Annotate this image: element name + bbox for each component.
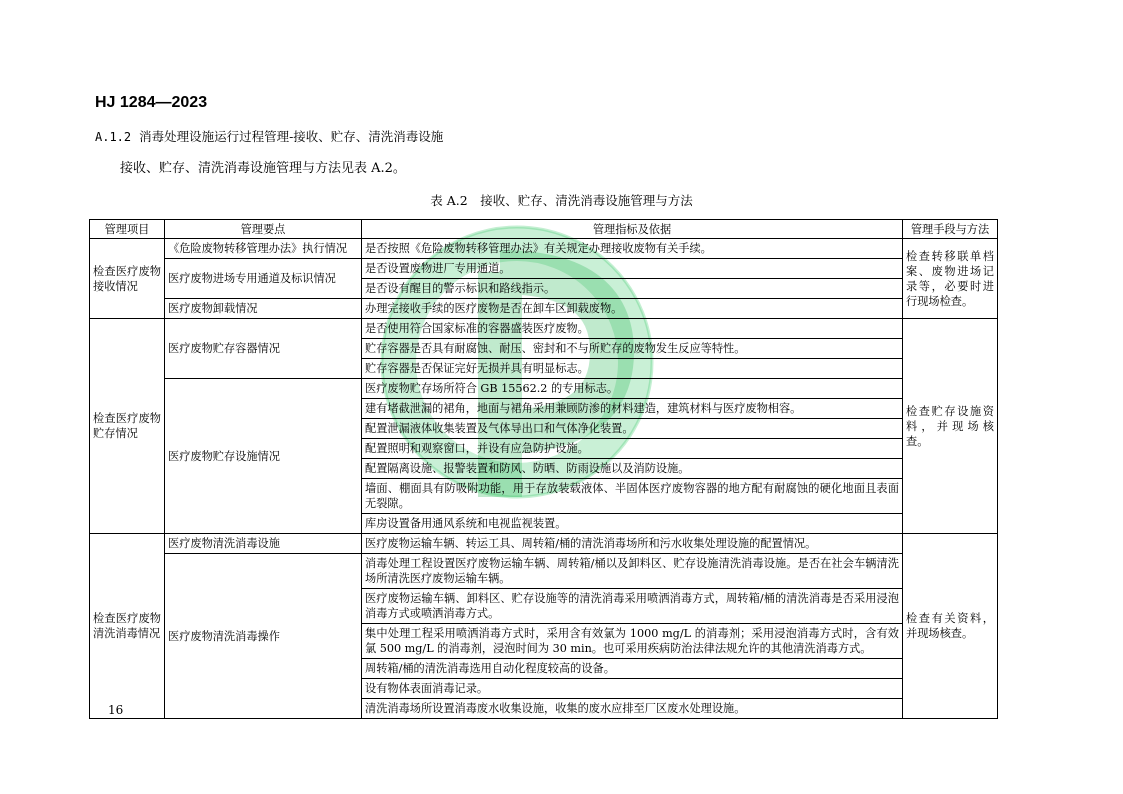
indicator: 设有物体表面消毒记录。 — [362, 679, 903, 699]
indicator: 是否设置废物进厂专用通道。 — [362, 259, 903, 279]
indicator: 配置照明和观察窗口，并设有应急防护设施。 — [362, 439, 903, 459]
section-title: 消毒处理设施运行过程管理-接收、贮存、清洗消毒设施 — [139, 129, 444, 144]
management-point: 医疗废物贮存容器情况 — [165, 319, 362, 379]
table-row — [90, 259, 998, 279]
indicator: 医疗废物运输车辆、卸料区、贮存设施等的清洗消毒采用喷洒消毒方式，周转箱/桶的清洗消毒是否采用浸泡消毒方式或喷洒消毒方式。 — [362, 589, 903, 624]
indicator: 清洗消毒场所设置消毒废水收集设施，收集的废水应排至厂区废水处理设施。 — [362, 699, 903, 719]
table-row — [90, 319, 998, 339]
indicator: 贮存容器是否保证完好无损并具有明显标志。 — [362, 359, 903, 379]
management-point: 医疗废物贮存设施情况 — [165, 379, 362, 534]
management-item: 检查医疗废物贮存情况 — [90, 319, 165, 534]
indicator: 办理完接收手续的医疗废物是否在卸车区卸载废物。 — [362, 299, 903, 319]
indicator: 配置泄漏液体收集装置及气体导出口和气体净化装置。 — [362, 419, 903, 439]
section-number: A.1.2 — [95, 130, 132, 144]
management-method: 检查贮存设施资料，并现场核查。 — [903, 319, 998, 534]
indicator: 是否按照《危险废物转移管理办法》有关规定办理接收废物有关手续。 — [362, 239, 903, 259]
header-cell: 管理指标及依据 — [362, 220, 903, 239]
management-point: 医疗废物进场专用通道及标识情况 — [165, 259, 362, 299]
indicator: 医疗废物运输车辆、转运工具、周转箱/桶的清洗消毒场所和污水收集处理设施的配置情况。 — [362, 534, 903, 554]
indicator: 集中处理工程采用喷洒消毒方式时，采用含有效氯为 1000 mg/L 的消毒剂；采用浸泡消毒方式时，含有效氯 500 mg/L 的消毒剂，浸泡时间为 30 min。也可采用疾病防治法律法规允许的其他清洗消毒方式。 — [362, 624, 903, 659]
indicator: 贮存容器是否具有耐腐蚀、耐压、密封和不与所贮存的废物发生反应等特性。 — [362, 339, 903, 359]
table-row — [90, 534, 998, 554]
management-point: 医疗废物清洗消毒操作 — [165, 554, 362, 719]
management-table — [89, 219, 998, 719]
header-cell: 管理项目 — [90, 220, 165, 239]
management-item: 检查医疗废物清洗消毒情况 — [90, 534, 165, 719]
table-row — [90, 299, 998, 319]
section-heading — [95, 127, 443, 145]
management-point: 《危险废物转移管理办法》执行情况 — [165, 239, 362, 259]
indicator: 医疗废物贮存场所符合 GB 15562.2 的专用标志。 — [362, 379, 903, 399]
document-code: HJ 1284—2023 — [95, 94, 208, 111]
indicator: 是否设有醒目的警示标识和路线指示。 — [362, 279, 903, 299]
indicator: 墙面、棚面具有防吸附功能，用于存放装载液体、半固体医疗废物容器的地方配有耐腐蚀的硬化地面且表面无裂隙。 — [362, 479, 903, 514]
table-row — [90, 379, 998, 399]
management-item: 检查医疗废物接收情况 — [90, 239, 165, 319]
header-cell: 管理手段与方法 — [903, 220, 998, 239]
intro-paragraph: 接收、贮存、清洗消毒设施管理与方法见表 A.2。 — [120, 161, 406, 176]
management-method: 检查转移联单档案、废物进场记录等，必要时进行现场检查。 — [903, 239, 998, 319]
management-method: 检查有关资料，并现场核查。 — [903, 534, 998, 719]
indicator: 是否使用符合国家标准的容器盛装医疗废物。 — [362, 319, 903, 339]
indicator: 配置隔离设施、报警装置和防风、防晒、防雨设施以及消防设施。 — [362, 459, 903, 479]
table-caption: 表 A.2 接收、贮存、清洗消毒设施管理与方法 — [430, 193, 693, 208]
indicator: 建有堵截泄漏的裙角，地面与裙角采用兼顾防渗的材料建造，建筑材料与医疗废物相容。 — [362, 399, 903, 419]
management-point: 医疗废物清洗消毒设施 — [165, 534, 362, 554]
table-row — [90, 554, 998, 589]
indicator: 库房设置备用通风系统和电视监视装置。 — [362, 514, 903, 534]
table-row — [90, 239, 998, 259]
management-point: 医疗废物卸载情况 — [165, 299, 362, 319]
table-header-row — [90, 220, 998, 239]
header-cell: 管理要点 — [165, 220, 362, 239]
indicator: 周转箱/桶的清洗消毒选用自动化程度较高的设备。 — [362, 659, 903, 679]
page-number: 16 — [108, 703, 124, 717]
indicator: 消毒处理工程设置医疗废物运输车辆、周转箱/桶以及卸料区、贮存设施清洗消毒设施。是否在社会车辆清洗场所清洗医疗废物运输车辆。 — [362, 554, 903, 589]
